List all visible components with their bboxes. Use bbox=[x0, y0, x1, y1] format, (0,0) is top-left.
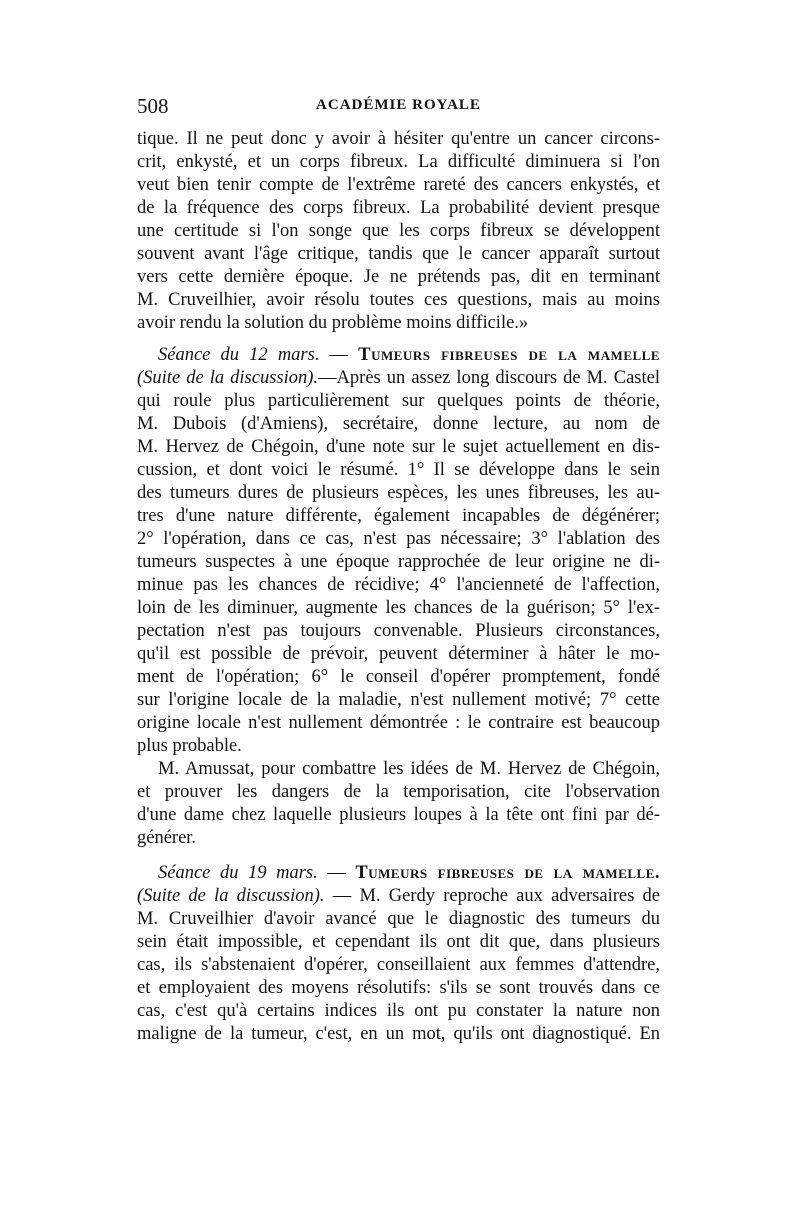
text-line: loin de les diminuer, augmente les chances de la guérison; 5° l'ex- bbox=[137, 598, 660, 618]
text-line: crit, enkysté, et un corps fibreux. La difficulté diminuera si l'on bbox=[137, 152, 660, 172]
heading-dash: — bbox=[317, 863, 356, 883]
text-line: M. Amussat, pour combattre les idées de M. Hervez de Chégoin, bbox=[158, 759, 660, 779]
text-line: des tumeurs dures de plusieurs espèces, les unes fibreuses, les au- bbox=[137, 483, 660, 503]
text-line: maligne de la tumeur, c'est, en un mot, qu'ils ont diagnostiqué. En bbox=[137, 1024, 660, 1044]
text-line: cussion, et dont voici le résumé. 1° Il se développe dans le sein bbox=[137, 460, 660, 480]
text-line: origine locale n'est nullement démontrée : le contraire est beaucoup bbox=[137, 713, 660, 733]
text-line: d'une dame chez laquelle plusieurs loupes à la tête ont fini par dé- bbox=[137, 805, 660, 825]
session-topic: Tumeurs fibreuses de la mamelle bbox=[358, 345, 661, 365]
text-line: générer. bbox=[137, 828, 197, 848]
session-date: Séance du 19 mars. bbox=[158, 863, 318, 883]
subheading-line bbox=[137, 367, 660, 389]
text-line: 2° l'opération, dans ce cas, n'est pas nécessaire; 3° l'ablation des bbox=[137, 529, 660, 549]
text-line: sur l'origine locale de la maladie, n'est nullement motivé; 7° cette bbox=[137, 690, 660, 710]
discussion-note: (Suite de la discussion). bbox=[137, 886, 325, 906]
text-line: cas, ils s'abstenaient d'opérer, conseillaient aux femmes d'attendre, bbox=[137, 955, 660, 975]
text-line: souvent avant l'âge critique, tandis que le cancer apparaît surtout bbox=[137, 244, 660, 264]
text-line: qui roule plus particulièrement sur quelques points de théorie, bbox=[137, 391, 660, 411]
session-heading bbox=[158, 344, 660, 366]
text-line: M. Hervez de Chégoin, d'une note sur le sujet actuellement en dis- bbox=[137, 437, 660, 457]
text-line: veut bien tenir compte de l'extrême rareté des cancers enkystés, et bbox=[137, 175, 660, 195]
page-number: 508 bbox=[137, 94, 169, 118]
text-line: tres d'une nature différente, également incapables de dégénérer; bbox=[137, 506, 660, 526]
text-line: M. Cruveilhier d'avoir avancé que le diagnostic des tumeurs du bbox=[137, 909, 660, 929]
heading-dash: — bbox=[319, 345, 359, 365]
text-line: vers cette dernière époque. Je ne prétends pas, dit en terminant bbox=[137, 267, 660, 287]
session-heading bbox=[158, 862, 660, 884]
subheading-text: —Après un assez long discours de M. Castel bbox=[318, 368, 660, 388]
text-line: une certitude si l'on songe que les corps fibreux se développent bbox=[137, 221, 660, 241]
discussion-note: (Suite de la discussion). bbox=[137, 368, 319, 388]
page-header bbox=[137, 94, 660, 124]
text-line: M. Cruveilhier, avoir résolu toutes ces questions, mais au moins bbox=[137, 290, 660, 310]
text-line: ment de l'opération; 6° le conseil d'opérer promptement, fondé bbox=[137, 667, 660, 687]
text-line: avoir rendu la solution du problème moins difficile.» bbox=[137, 313, 529, 333]
text-line: M. Dubois (d'Amiens), secrétaire, donne lecture, au nom de bbox=[137, 414, 660, 434]
session-topic: Tumeurs fibreuses de la mamelle. bbox=[355, 863, 660, 883]
text-line: et prouver les dangers de la temporisation, cite l'observation bbox=[137, 782, 660, 802]
text-line: sein était impossible, et cependant ils ont dit que, dans plusieurs bbox=[137, 932, 660, 952]
subheading-line bbox=[137, 885, 660, 907]
text-line: qu'il est possible de prévoir, peuvent déterminer à hâter le mo- bbox=[137, 644, 660, 664]
text-line: de la fréquence des corps fibreux. La probabilité devient presque bbox=[137, 198, 660, 218]
subheading-text: — M. Gerdy reproche aux adversaires de bbox=[324, 886, 660, 906]
text-line: et employaient des moyens résolutifs: s'ils se sont trouvés dans ce bbox=[137, 978, 660, 998]
text-line: tique. Il ne peut donc y avoir à hésiter qu'entre un cancer circons- bbox=[137, 129, 660, 149]
text-line: minue pas les chances de récidive; 4° l'ancienneté de l'affection, bbox=[137, 575, 660, 595]
text-line: tumeurs suspectes à une époque rapprochée de leur origine ne di- bbox=[137, 552, 660, 572]
text-line: pectation n'est pas toujours convenable. Plusieurs circonstances, bbox=[137, 621, 660, 641]
text-line: cas, c'est qu'à certains indices ils ont pu constater la nature non bbox=[137, 1001, 660, 1021]
session-date: Séance du 12 mars. bbox=[158, 345, 320, 365]
text-line: plus probable. bbox=[137, 736, 242, 756]
running-title: ACADÉMIE ROYALE bbox=[316, 97, 481, 113]
